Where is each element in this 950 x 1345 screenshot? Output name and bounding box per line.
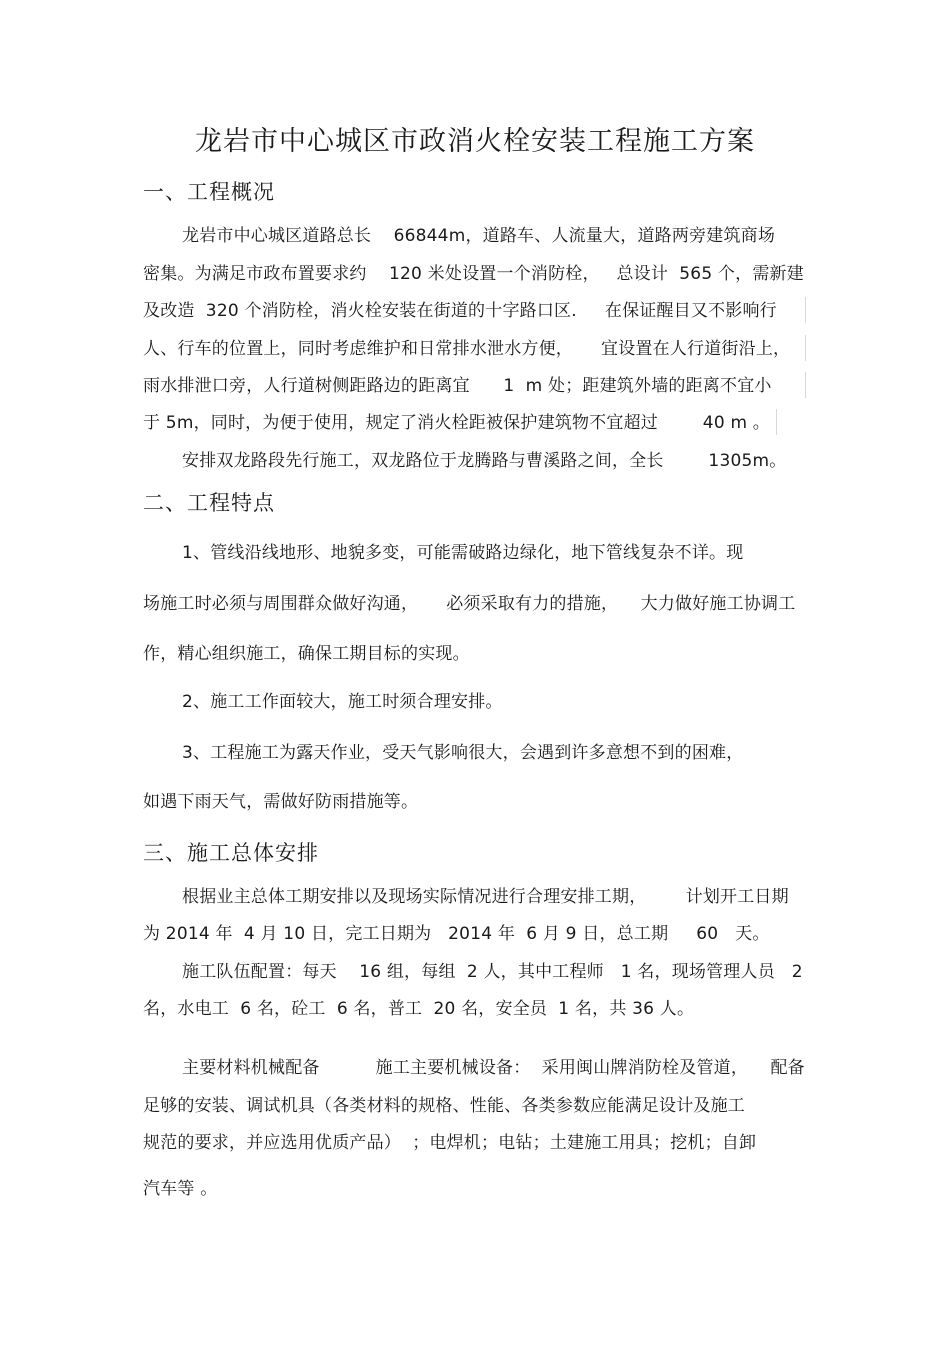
paragraph-line: 及改造 320 个消防栓，消火栓安装在街道的十字路口区. 在保证醒目又不影响行	[143, 301, 777, 321]
paragraph-line: 规范的要求，并应选用优质产品） ；电焊机；电钻；土建施工用具；挖机；自卸	[143, 1133, 757, 1153]
page-title: 龙岩市中心城区市政消火栓安装工程施工方案	[195, 126, 755, 157]
paragraph-line: 龙岩市中心城区道路总长 66844m，道路车、人流量大，道路两旁建筑商场	[182, 226, 776, 246]
paragraph-line: 主要材料机械配备 施工主要机械设备： 采用闽山牌消防栓及管道， 配备	[182, 1058, 805, 1078]
paragraph-line: 名，水电工 6 名，砼工 6 名，普工 20 名，安全员 1 名，共 36 人。	[143, 999, 695, 1019]
paragraph-line: 汽车等 。	[143, 1179, 218, 1199]
section-heading-features: 二、工程特点	[143, 491, 275, 515]
paragraph-line: 为 2014 年 4 月 10 日，完工日期为 2014 年 6 月 9 日，总工期 60 天。	[143, 924, 770, 944]
paragraph-line: 安排双龙路段先行施工，双龙路位于龙腾路与曹溪路之间，全长 1305m。	[182, 451, 787, 471]
scan-artifact-line	[776, 409, 777, 435]
paragraph-line: 2、施工工作面较大，施工时须合理安排。	[182, 692, 503, 712]
section-heading-overview: 一、工程概况	[143, 180, 275, 204]
paragraph-line: 足够的安装、调试机具（各类材料的规格、性能、各类参数应能满足设计及施工	[143, 1096, 745, 1116]
section-heading-arrangement: 三、施工总体安排	[143, 841, 319, 865]
paragraph-line: 于 5m，同时，为便于使用，规定了消火栓距被保护建筑物不宜超过 40 m 。	[143, 413, 771, 433]
paragraph-line: 如遇下雨天气，需做好防雨措施等。	[143, 792, 419, 812]
paragraph-line: 1、管线沿线地形、地貌多变，可能需破路边绿化，地下管线复杂不详。现	[182, 543, 744, 563]
paragraph-line: 人、行车的位置上，同时考虑维护和日常排水泄水方便， 宜设置在人行道街沿上，	[143, 339, 791, 359]
paragraph-line: 场施工时必须与周围群众做好沟通， 必须采取有力的措施， 大力做好施工协调工	[143, 594, 796, 614]
scan-artifact-line	[805, 297, 806, 323]
paragraph-line: 根据业主总体工期安排以及现场实际情况进行合理安排工期， 计划开工日期	[182, 887, 789, 907]
paragraph-line: 作，精心组织施工，确保工期目标的实现。	[143, 644, 470, 664]
scan-artifact-line	[805, 335, 806, 361]
paragraph-line: 密集。为满足市政布置要求约 120 米处设置一个消防栓， 总设计 565 个，需新建	[143, 264, 804, 284]
paragraph-line: 雨水排泄口旁，人行道树侧距路边的距离宜 1 m 处；距建筑外墙的距离不宜小	[143, 376, 772, 396]
paragraph-line: 施工队伍配置：每天 16 组，每组 2 人，其中工程师 1 名，现场管理人员 2	[182, 962, 803, 982]
paragraph-line: 3、工程施工为露天作业，受天气影响很大，会遇到许多意想不到的困难，	[182, 743, 744, 763]
scan-artifact-line	[805, 372, 806, 398]
